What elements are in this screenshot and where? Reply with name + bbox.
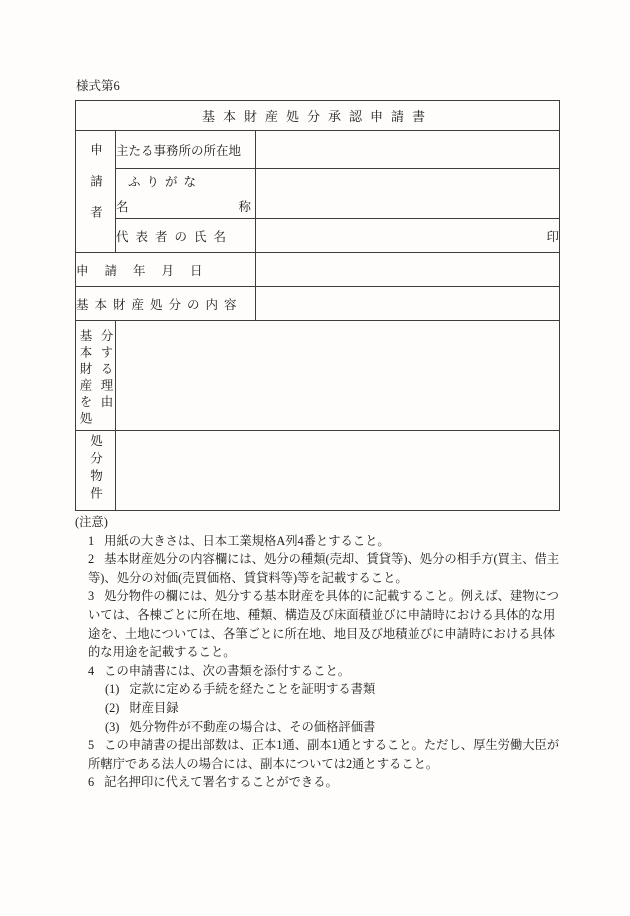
note-number: 3	[88, 589, 95, 604]
form-title: 基本財産処分承認申請書	[76, 101, 560, 131]
note-item-1	[88, 532, 562, 551]
note-item-3	[88, 587, 562, 661]
note-sub-number: (3)	[105, 719, 120, 734]
disposal-reason-label-col2: 分する理由	[99, 329, 113, 412]
note-text: 記名押印に代えて署名することができる。	[104, 775, 338, 790]
disposal-reason-label-col1: 基本財産を処	[78, 329, 92, 428]
note-item-4-sub-2	[105, 699, 562, 718]
representative-name-label: 代表者の氏名	[116, 219, 256, 253]
seal-mark: 印	[546, 229, 560, 244]
note-number: 2	[88, 552, 95, 567]
note-item-4	[88, 662, 562, 681]
form-number: 様式第6	[76, 79, 120, 93]
note-sub-number: (1)	[105, 682, 120, 697]
note-item-4-sub-1	[105, 680, 562, 699]
furigana-label: ふりがな	[128, 175, 203, 189]
application-date-field[interactable]	[256, 253, 560, 287]
note-number: 5	[88, 738, 95, 753]
name-label-end: 称	[238, 200, 251, 214]
note-sub-text: 財産目録	[129, 700, 179, 715]
disposal-property-label: 処分物件	[88, 433, 103, 504]
applicant-label: 申請者	[88, 142, 103, 237]
application-form-table	[75, 100, 560, 511]
disposal-content-label: 基本財産処分の内容	[76, 287, 256, 321]
note-number: 4	[88, 663, 95, 678]
disposal-property-field[interactable]	[116, 431, 560, 511]
note-sub-number: (2)	[105, 700, 120, 715]
note-item-6	[88, 773, 562, 792]
note-item-2	[88, 550, 562, 587]
applicant-label-cell	[76, 131, 116, 253]
disposal-reason-field[interactable]	[116, 321, 560, 431]
note-text: 用紙の大きさは、日本工業規格A列4番とすること。	[104, 533, 390, 548]
office-address-field[interactable]	[256, 131, 560, 169]
disposal-property-label-cell	[76, 431, 116, 511]
note-text: 基本財産処分の内容欄には、処分の種類(売却、賃貸等)、処分の相手方(買主、借主等)、処分の対価(売買価格、賃貸料等)等を記載すること。	[88, 552, 560, 585]
note-number: 1	[88, 533, 95, 548]
note-item-5	[88, 736, 562, 773]
disposal-content-field[interactable]	[256, 287, 560, 321]
note-text: この申請書の提出部数は、正本1通、副本1通とすること。ただし、厚生労働大臣が所轄庁である法人の場合には、副本については2通とすること。	[88, 738, 560, 771]
note-sub-text: 定款に定める手続を経たことを証明する書類	[129, 682, 376, 697]
note-text: 処分物件の欄には、処分する基本財産を具体的に記載すること。例えば、建物については、各棟ごとに所在地、種類、構造及び床面積並びに申請時における具体的な用途を、土地については、各筆ごとに所在地、地目及び地積並びに申請時における具体的な用途を記載すること。	[88, 589, 559, 660]
disposal-reason-label-cell	[76, 321, 116, 431]
name-label	[116, 197, 255, 215]
representative-name-field[interactable]	[256, 219, 560, 253]
application-date-label: 申請年月日	[76, 253, 256, 287]
name-label-start: 名	[116, 200, 129, 214]
office-address-label: 主たる事務所の所在地	[116, 131, 256, 169]
note-number: 6	[88, 775, 95, 790]
name-field[interactable]	[256, 169, 560, 219]
note-text: この申請書には、次の書類を添付すること。	[104, 663, 351, 678]
note-item-4-sub-3	[105, 718, 562, 737]
name-label-cell	[116, 169, 256, 219]
note-sub-text: 処分物件が不動産の場合は、その価格評価書	[129, 719, 376, 734]
notes-section	[75, 513, 562, 792]
notes-heading: (注意)	[75, 515, 108, 529]
